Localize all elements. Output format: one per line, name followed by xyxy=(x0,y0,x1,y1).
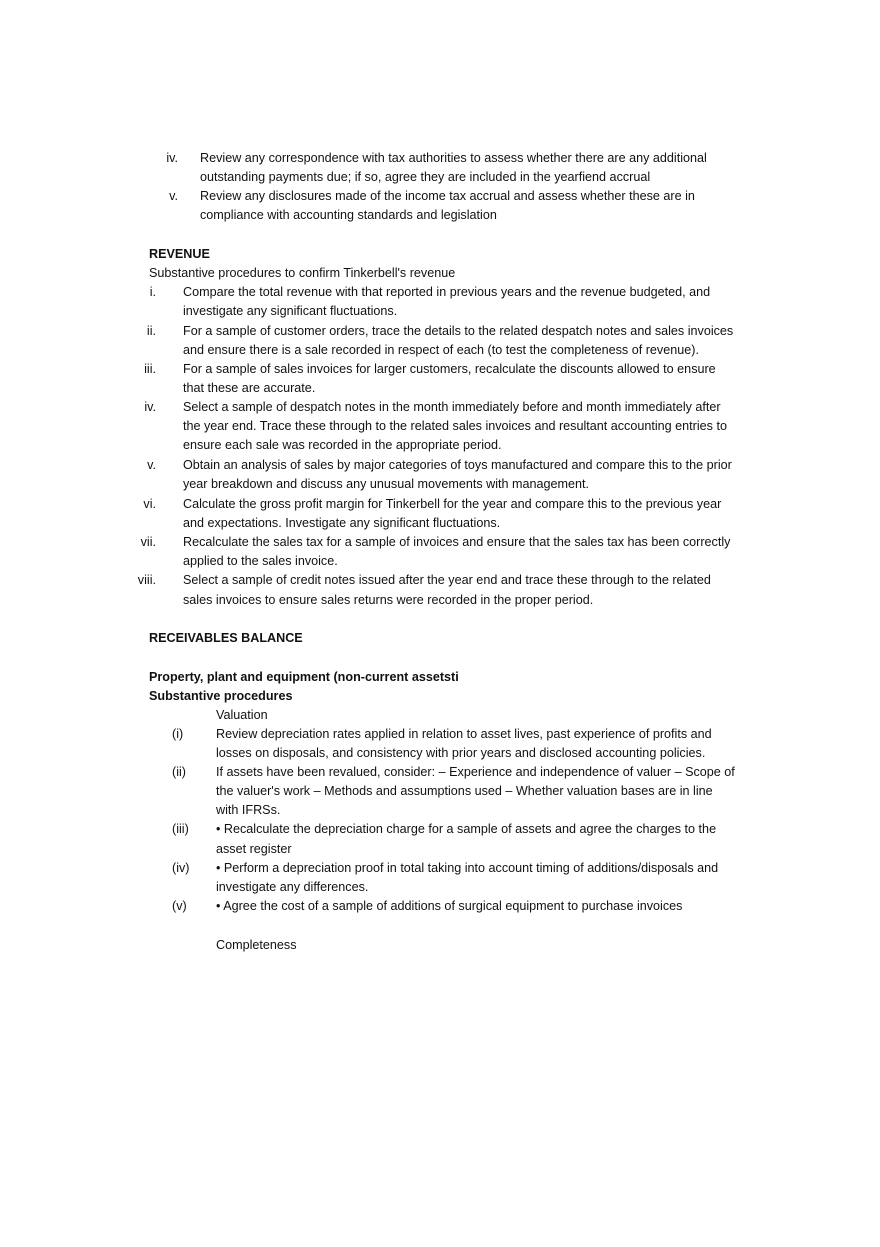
revenue-item-text: applied to the sales invoice. xyxy=(183,554,338,568)
ppe-item-text: asset register xyxy=(216,842,292,856)
revenue-item-text: Select a sample of credit notes issued after the year end and trace these through to the related xyxy=(183,573,711,587)
ppe-item-text: If assets have been revalued, consider: – Experience and independence of valuer – Scope of xyxy=(216,765,735,779)
ppe-item-text: • Agree the cost of a sample of additions of surgical equipment to purchase invoices xyxy=(216,899,683,913)
revenue-item-text: For a sample of customer orders, trace the details to the related despatch notes and sales invoices xyxy=(183,324,734,338)
revenue-item-text: For a sample of sales invoices for larger customers, recalculate the discounts allowed to ensure xyxy=(183,362,716,376)
revenue-item-number: i. xyxy=(149,285,156,299)
revenue-item-text: year breakdown and discuss any unusual movements with management. xyxy=(183,477,590,491)
ppe-item-text: losses on disposals, and consistency with prior years and disclosed accounting policies. xyxy=(216,746,706,760)
tax-item-text: Review any disclosures made of the income tax accrual and assess whether these are in xyxy=(200,189,695,203)
revenue-item-number: ii. xyxy=(146,324,156,338)
ppe-item-number: (i) xyxy=(172,727,184,741)
tax-item-text: compliance with accounting standards and legislation xyxy=(200,208,497,222)
ppe-item-text: Review depreciation rates applied in relation to asset lives, past experience of profits and xyxy=(216,727,712,741)
ppe-heading: Property, plant and equipment (non-current assetsti xyxy=(149,670,459,684)
revenue-item-number: v. xyxy=(147,458,156,472)
tax-item-text: outstanding payments due; if so, agree they are included in the yearfiend accrual xyxy=(200,170,651,184)
revenue-item-text: Calculate the gross profit margin for Tinkerbell for the year and compare this to the previous year xyxy=(183,497,722,511)
revenue-heading: REVENUE xyxy=(149,247,210,261)
tax-item-number: iv. xyxy=(166,151,178,165)
ppe-item-number: (iv) xyxy=(172,861,190,875)
revenue-item-number: vi. xyxy=(143,497,156,511)
revenue-subheading: Substantive procedures to confirm Tinkerbell's revenue xyxy=(149,266,456,280)
revenue-item-text: that these are accurate. xyxy=(183,381,316,395)
revenue-item-number: iii. xyxy=(144,362,156,376)
valuation-label: Valuation xyxy=(216,708,268,722)
ppe-subheading: Substantive procedures xyxy=(149,689,293,703)
ppe-item-text: investigate any differences. xyxy=(216,880,369,894)
revenue-item-text: and ensure there is a sale recorded in respect of each (to test the completeness of revenue). xyxy=(183,343,699,357)
revenue-item-number: vii. xyxy=(140,535,156,549)
ppe-item-text: • Perform a depreciation proof in total taking into account timing of additions/disposals and xyxy=(216,861,719,875)
revenue-item-text: the year end. Trace these through to the related sales invoices and resultant accounting entries to xyxy=(183,419,727,433)
ppe-item-number: (v) xyxy=(172,899,187,913)
revenue-item-text: sales invoices to ensure sales returns were recorded in the proper period. xyxy=(183,593,594,607)
revenue-item-text: Select a sample of despatch notes in the month immediately before and month immediately after xyxy=(183,400,721,414)
revenue-item-text: Compare the total revenue with that reported in previous years and the revenue budgeted, and xyxy=(183,285,711,299)
ppe-item-number: (ii) xyxy=(172,765,186,779)
completeness-label: Completeness xyxy=(216,938,297,952)
receivables-heading: RECEIVABLES BALANCE xyxy=(149,631,303,645)
tax-item-text: Review any correspondence with tax authorities to assess whether there are any additional xyxy=(200,151,707,165)
ppe-item-number: (iii) xyxy=(172,822,189,836)
revenue-item-text: investigate any significant fluctuations. xyxy=(183,304,398,318)
ppe-item-text: the valuer's work – Methods and assumptions used – Whether valuation bases are in line xyxy=(216,784,713,798)
revenue-item-number: viii. xyxy=(137,573,156,587)
revenue-item-text: Obtain an analysis of sales by major categories of toys manufactured and compare this to the prior xyxy=(183,458,732,472)
revenue-item-text: ensure each sale was recorded in the appropriate period. xyxy=(183,438,502,452)
revenue-item-text: Recalculate the sales tax for a sample of invoices and ensure that the sales tax has been correctly xyxy=(183,535,731,549)
ppe-item-text: with IFRSs. xyxy=(216,803,281,817)
revenue-item-number: iv. xyxy=(144,400,156,414)
revenue-item-text: and expectations. Investigate any significant fluctuations. xyxy=(183,516,501,530)
tax-item-number: v. xyxy=(169,189,178,203)
ppe-item-text: • Recalculate the depreciation charge for a sample of assets and agree the charges to the xyxy=(216,822,717,836)
